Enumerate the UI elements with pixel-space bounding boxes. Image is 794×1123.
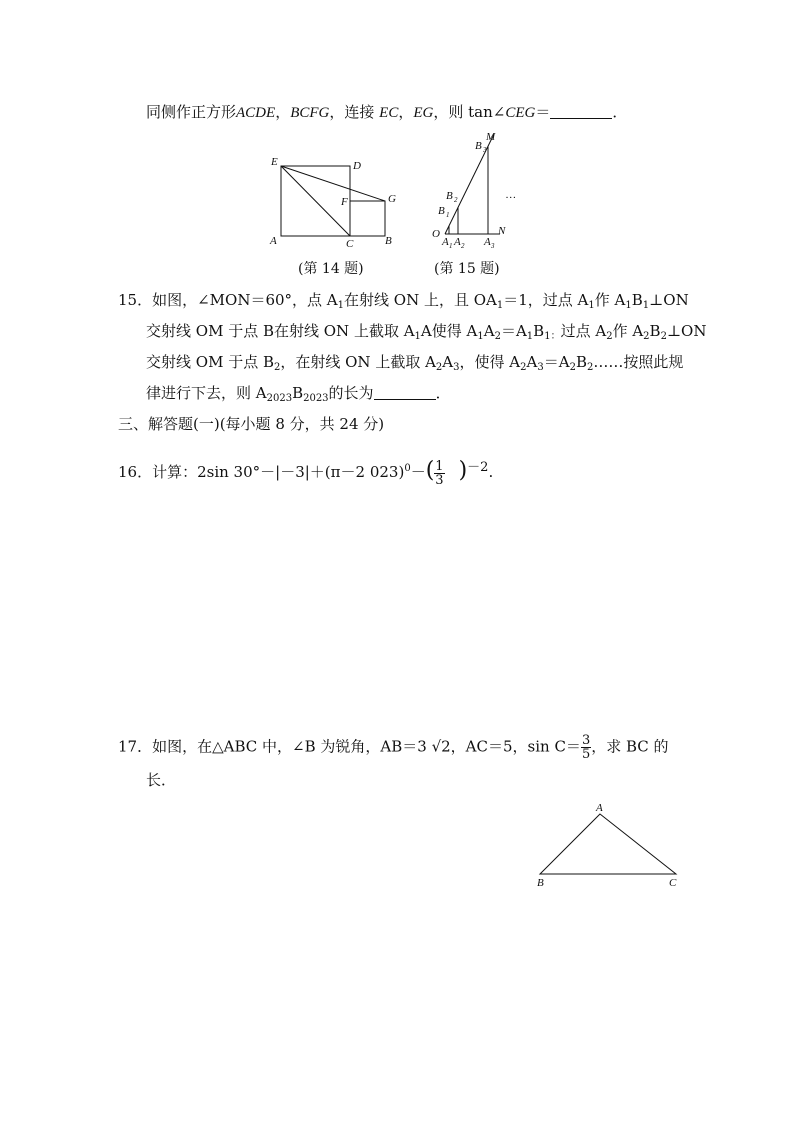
q15-l2g: 作 A <box>612 322 644 340</box>
q16-fraction <box>434 460 444 487</box>
q15-line4 <box>146 383 451 409</box>
q14-angle: CEG <box>505 105 536 121</box>
q16-frac-num: 1 <box>435 458 444 474</box>
label-b3: B <box>475 140 482 152</box>
q15-l2h: B <box>649 322 661 340</box>
q15-l3e: A <box>526 353 538 371</box>
q15-l1c: ＝1，过点 A <box>503 291 589 309</box>
q16-text <box>118 458 493 487</box>
q16-number: 16．计算： <box>118 463 198 481</box>
q15-l2f: 过点 A <box>560 322 607 340</box>
sub: 2023 <box>266 393 293 404</box>
q17-frac-den: 5 <box>581 747 591 762</box>
square-bcfg <box>350 201 385 236</box>
q14-tan: ，则 tan∠ <box>433 103 506 121</box>
q14-text <box>146 102 627 123</box>
q15-l3a: 交射线 OM 于点 B <box>146 353 274 371</box>
q15-l2a: 交射线 OM 于点 B在射线 ON 上截取 A <box>146 322 415 340</box>
q16-minus: － <box>410 463 426 481</box>
sub: 2 <box>569 362 576 373</box>
q15-l1e: B <box>631 291 643 309</box>
q15-l3d: ，使得 A <box>459 353 521 371</box>
sub: 2 <box>435 362 443 373</box>
label-b1-sub: 1 <box>446 211 450 219</box>
q14-answer-blank[interactable] <box>550 104 612 119</box>
sub: 3 <box>453 362 460 373</box>
q15-l3b: ，在射线 ON 上截取 A <box>280 353 436 371</box>
label-d: D <box>353 160 361 172</box>
q15-l2c: A <box>483 322 495 340</box>
sub: 1 <box>642 300 650 311</box>
q15-l1f: ⊥ON <box>649 291 689 309</box>
q14-seg2: EG <box>413 105 434 121</box>
label-b2: B <box>446 190 453 202</box>
q14-end: ． <box>612 103 628 121</box>
label-c: C <box>346 238 354 250</box>
sub: 1 <box>625 300 632 311</box>
q16-lparen: ( <box>425 458 435 483</box>
sub: 1 <box>526 331 534 342</box>
q17-l1c: ，求 BC 的 <box>591 737 669 756</box>
label-b: B <box>537 877 544 889</box>
q17-line2: 长． <box>146 771 177 789</box>
label-n: N <box>498 225 506 237</box>
q14-sep: ， <box>275 103 291 121</box>
q15-l3f: ＝A <box>543 353 570 371</box>
label-a: A <box>596 802 603 814</box>
segment-eg <box>281 166 385 201</box>
q15-l1b: 在射线 ON 上，且 OA <box>344 291 497 309</box>
q15-l3g: B <box>575 353 587 371</box>
q15-l1d: 作 A <box>594 291 626 309</box>
q17-sqrt: √2 <box>431 737 451 756</box>
sub: 1 <box>414 331 421 342</box>
label-f: F <box>341 196 348 208</box>
q16-expression: 2sin 30°－|－3|＋(π－2 023) <box>197 463 405 481</box>
sub: 3 <box>537 362 544 373</box>
q15-l4c: 的长为 <box>328 384 374 402</box>
q17-number: 17． <box>118 737 153 756</box>
ellipsis: … <box>506 189 516 201</box>
q16-rparen: ) <box>458 458 468 483</box>
q15-answer-blank[interactable] <box>374 385 436 400</box>
triangle-abc <box>540 814 676 874</box>
q17-fraction <box>581 734 591 761</box>
segment-ec <box>281 166 350 236</box>
label-b1: B <box>438 205 445 217</box>
q17-line1 <box>118 734 669 761</box>
q17-l1b: ，AC＝5，sin C＝ <box>450 737 581 756</box>
figure-14-caption: (第 14 题) <box>298 261 364 277</box>
q17-frac-num: 3 <box>581 733 591 748</box>
q15-l3h: ……按照此规 <box>593 353 684 371</box>
q15-l4b: B <box>292 384 304 402</box>
q15-l4a: 律进行下去，则 A <box>146 384 267 402</box>
label-g: G <box>388 193 396 205</box>
label-o: O <box>432 228 440 240</box>
sub: 2 <box>660 331 667 342</box>
sub: 2 <box>520 362 527 373</box>
ray-om <box>445 134 494 234</box>
label-b3-sub: 3 <box>483 146 487 154</box>
sub: 2 <box>273 362 281 373</box>
label-a2-sub: 2 <box>461 242 465 250</box>
sub: 2 <box>606 331 613 342</box>
q14-prefix: 同侧作正方形 <box>146 103 237 121</box>
q16-exp0: 0 <box>404 463 411 474</box>
figure-14 <box>262 150 412 250</box>
q14-sep2: ， <box>398 103 414 121</box>
label-a: A <box>270 235 277 247</box>
q15-line1 <box>118 290 689 316</box>
figure-15-caption: (第 15 题) <box>434 261 500 277</box>
q15-l2i: ⊥ON <box>666 322 707 340</box>
sub: 2 <box>586 362 594 373</box>
label-c: C <box>669 877 677 889</box>
figure-17 <box>530 800 690 892</box>
sub: 1 <box>588 300 595 311</box>
label-a2: A <box>454 236 461 248</box>
sub: 1： <box>544 331 561 342</box>
label-a3-sub: 3 <box>491 242 495 250</box>
label-a3: A <box>484 236 491 248</box>
sub: 2023 <box>303 393 329 404</box>
q14-square2: BCFG <box>290 105 330 121</box>
sub: 1 <box>477 331 484 342</box>
sub: 2 <box>494 331 501 342</box>
q15-l2d: ＝A <box>500 322 527 340</box>
q14-mid: ，连接 <box>329 103 375 121</box>
q15-number: 15． <box>118 291 153 309</box>
q15-l2b: A使得 A <box>420 322 478 340</box>
q17-l1a: 如图，在△ABC 中，∠B 为锐角，AB＝3 <box>152 737 427 756</box>
q15-l3c: A <box>442 353 454 371</box>
sub: 1 <box>496 300 504 311</box>
label-m: M <box>486 131 496 143</box>
q15-line2 <box>146 321 706 347</box>
label-e: E <box>271 156 278 168</box>
figure-15 <box>428 128 528 250</box>
q16-exponent: －2 <box>467 460 489 475</box>
q16-frac-den: 3 <box>435 472 444 488</box>
q14-square1: ACDE <box>236 105 276 121</box>
q15-l4d: ． <box>435 384 451 402</box>
q15-line3 <box>146 352 683 378</box>
sub: 2 <box>643 331 650 342</box>
q14-eq: ＝ <box>535 103 551 121</box>
section-3-heading: 三、解答题(一)(每小题 8 分，共 24 分) <box>118 415 385 433</box>
label-a1-sub: 1 <box>449 242 453 250</box>
sub: 1 <box>337 300 345 311</box>
label-b: B <box>385 235 392 247</box>
q16-end: . <box>488 463 494 481</box>
q15-l2e: B <box>533 322 545 340</box>
label-a1: A <box>442 236 449 248</box>
label-b2-sub: 2 <box>454 196 458 204</box>
q14-seg1: EC <box>379 105 399 121</box>
q15-l1a: 如图，∠MON＝60°，点 A <box>152 291 338 309</box>
